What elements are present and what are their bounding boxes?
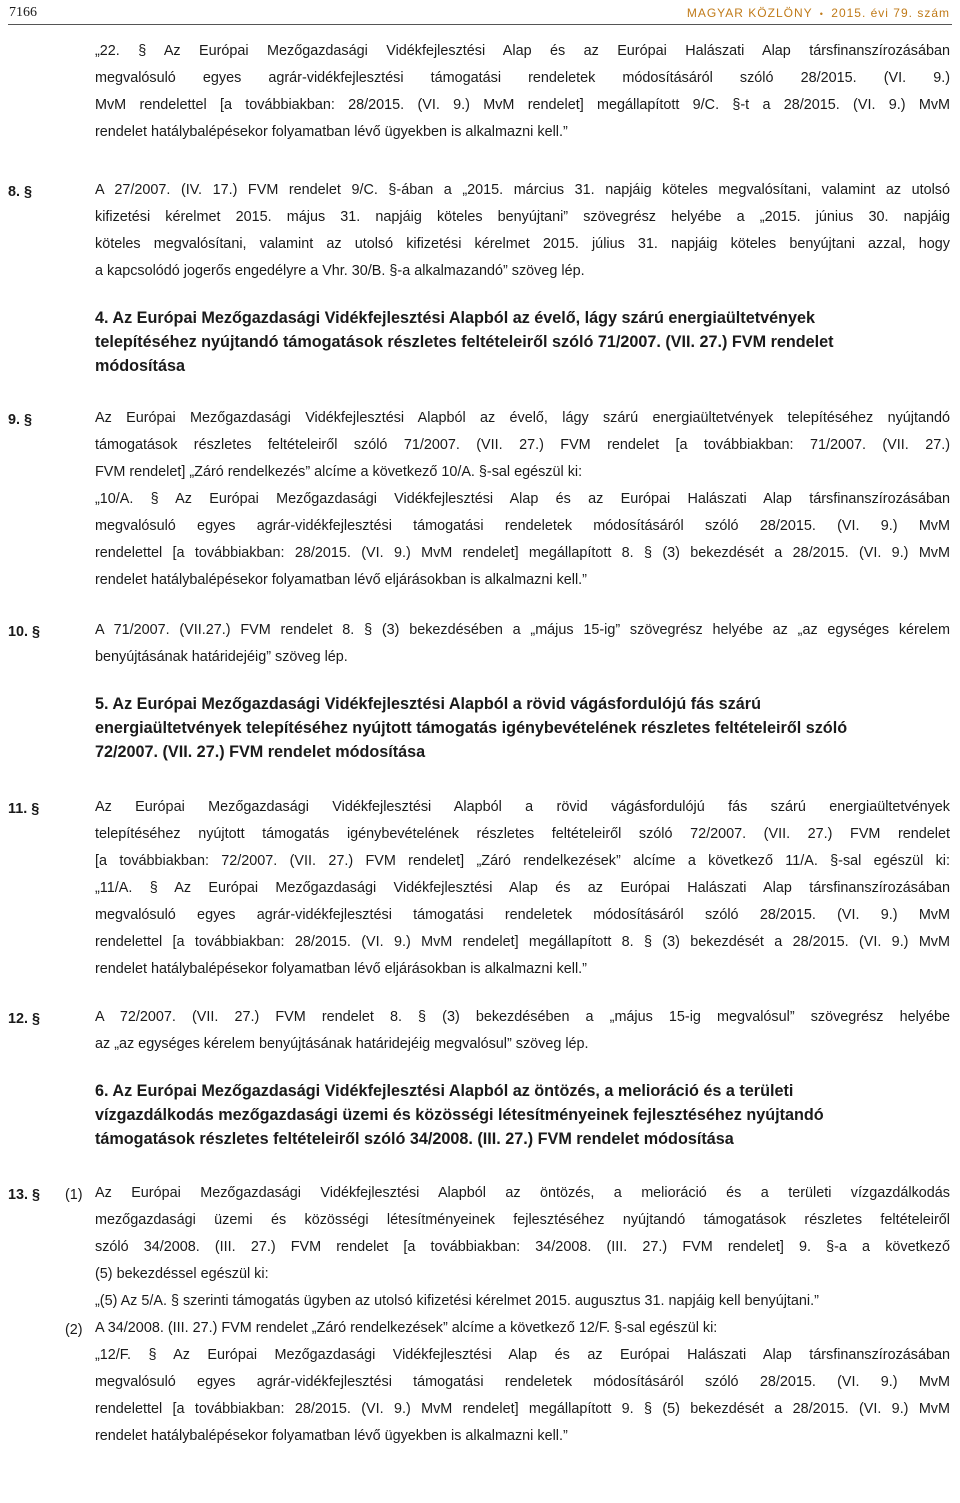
section-8-text bbox=[95, 177, 950, 285]
text-line: támogatások részletes feltételeiről szóló 71/2007. (VII. 27.) FVM rendelet [a továbbiakban: 71/2007. (VII. 27.) bbox=[95, 437, 950, 453]
text-line: rendelettel [a továbbiakban: 28/2015. (VI. 9.) MvM rendelet] megállapított 9. § (5) bekezdését a 28/2015. (VI. 9.) MvM bbox=[95, 1401, 950, 1417]
text-line: A 27/2007. (IV. 17.) FVM rendelet 9/C. §-ában a „2015. március 31. napjáig köteles megvalósítani, valamint az utolsó bbox=[95, 182, 950, 198]
text-line: megvalósuló egyes agrár-vidékfejlesztési támogatási rendeletek módosításáról szóló 28/2015. (VI. 9.) MvM bbox=[95, 907, 950, 923]
journal-title bbox=[687, 6, 950, 20]
section-number: 10. § bbox=[8, 624, 41, 640]
section-number: 8. § bbox=[8, 184, 33, 200]
text-line: Az Európai Mezőgazdasági Vidékfejlesztési Alapból a rövid vágásfordulójú fás szárú energiaültetvények bbox=[95, 799, 950, 815]
text-line: [a továbbiakban: 72/2007. (VII. 27.) FVM rendelet] „Záró rendelkezések” alcíme a következő 11/A. §-sal egészül ki: bbox=[95, 853, 950, 869]
section-number: 13. § bbox=[8, 1187, 41, 1203]
heading-line: támogatások részletes feltételeiről szóló 34/2008. (III. 27.) FVM rendelet módosítása bbox=[95, 1130, 734, 1148]
section-13-paragraph-1 bbox=[95, 1180, 950, 1315]
text-line: telepítéséhez nyújtott támogatás igénybevételének részletes feltételeiről szóló 72/2007. (VII. 27.) FVM rendelet bbox=[95, 826, 950, 842]
chapter-heading-4 bbox=[95, 306, 834, 378]
heading-line: módosítása bbox=[95, 357, 185, 375]
text-line: megvalósuló egyes agrár-vidékfejlesztési támogatási rendeletek módosításáról szóló 28/2015. (VI. 9.) bbox=[95, 70, 950, 86]
section-13-paragraph-2 bbox=[95, 1315, 950, 1450]
section-number: 12. § bbox=[8, 1011, 41, 1027]
text-line: kifizetési kérelmet 2015. május 31. napjáig köteles benyújtani” szövegrész helyébe a „2015. június 30. napjáig bbox=[95, 209, 950, 225]
text-line: rendelettel [a továbbiakban: 28/2015. (VI. 9.) MvM rendelet] megállapított 8. § (3) bekezdését a 28/2015. (VI. 9.) MvM bbox=[95, 934, 950, 950]
text-line: A 72/2007. (VII. 27.) FVM rendelet 8. § (3) bekezdésében a „május 15-ig megvalósul” szövegrész helyébe bbox=[95, 1009, 950, 1025]
text-line: rendelettel [a továbbiakban: 28/2015. (VI. 9.) MvM rendelet] megállapított 8. § (3) bekezdését a 28/2015. (VI. 9.) MvM bbox=[95, 545, 950, 561]
text-line: köteles megvalósítani, valamint az utolsó kifizetési kérelmet 2015. július 31. napjáig köteles benyújtani azzal, hogy bbox=[95, 236, 950, 252]
text-line: „11/A. § Az Európai Mezőgazdasági Vidékfejlesztési Alap és az Európai Halászati Alap társfinanszírozásában bbox=[95, 880, 950, 896]
chapter-heading-6 bbox=[95, 1079, 824, 1151]
text-line: rendelet hatálybalépésekor folyamatban lévő eljárásokban is alkalmazni kell.” bbox=[95, 961, 587, 977]
text-line: „22. § Az Európai Mezőgazdasági Vidékfejlesztési Alap és az Európai Halászati Alap társfinanszírozásában bbox=[95, 43, 950, 59]
section-number: 9. § bbox=[8, 412, 33, 428]
heading-line: telepítéséhez nyújtandó támogatások részletes feltételeiről szóló 71/2007. (VII. 27.) FVM rendelet bbox=[95, 333, 834, 351]
section-11-text bbox=[95, 794, 950, 983]
text-line: megvalósuló egyes agrár-vidékfejlesztési támogatási rendeletek módosításáról szóló 28/2015. (VI. 9.) MvM bbox=[95, 1374, 950, 1390]
text-line: „10/A. § Az Európai Mezőgazdasági Vidékfejlesztési Alap és az Európai Halászati Alap társfinanszírozásában bbox=[95, 491, 950, 507]
text-line: a kapcsolódó jogerős engedélyre a Vhr. 30/B. §-a alkalmazandó” szöveg lép. bbox=[95, 263, 585, 279]
text-line: (5) bekezdéssel egészül ki: bbox=[95, 1266, 269, 1282]
text-line: szóló 34/2008. (III. 27.) FVM rendelet [a továbbiakban: 34/2008. (III. 27.) FVM rendelet] 9. §-a a következő bbox=[95, 1239, 950, 1255]
subsection-label: (1) bbox=[65, 1187, 83, 1203]
text-line: MvM rendelettel [a továbbiakban: 28/2015. (VI. 9.) MvM rendelet] megállapított 9/C. §-t a 28/2015. (VI. 9.) MvM bbox=[95, 97, 950, 113]
text-line: A 71/2007. (VII.27.) FVM rendelet 8. § (3) bekezdésében a „május 15-ig” szövegrész helyébe az „az egységes kérelem bbox=[95, 622, 950, 638]
text-line: A 34/2008. (III. 27.) FVM rendelet „Záró rendelkezések” alcíme a következő 12/F. §-sal egészül ki: bbox=[95, 1320, 718, 1336]
text-line: megvalósuló egyes agrár-vidékfejlesztési támogatási rendeletek módosításáról szóló 28/2015. (VI. 9.) MvM bbox=[95, 518, 950, 534]
text-line: „12/F. § Az Európai Mezőgazdasági Vidékfejlesztési Alap és az Európai Halászati Alap társfinanszírozásában bbox=[95, 1347, 950, 1363]
text-line: FVM rendelet] „Záró rendelkezés” alcíme a következő 10/A. §-sal egészül ki: bbox=[95, 464, 583, 480]
header-separator: • bbox=[819, 9, 824, 19]
chapter-heading-5 bbox=[95, 692, 847, 764]
issue-label: 2015. évi 79. szám bbox=[831, 6, 950, 20]
journal-name: MAGYAR KÖZLÖNY bbox=[686, 6, 813, 20]
text-line: Az Európai Mezőgazdasági Vidékfejlesztési Alapból az évelő, lágy szárú energiaültetvények telepítéséhez nyújtandó bbox=[95, 410, 950, 426]
text-line: Az Európai Mezőgazdasági Vidékfejlesztési Alapból az öntözés, a melioráció és a területi vízgazdálkodás bbox=[95, 1185, 950, 1201]
section-9-text bbox=[95, 405, 950, 594]
page-number: 7166 bbox=[9, 5, 37, 20]
text-line: „(5) Az 5/A. § szerinti támogatás ügyben az utolsó kifizetési kérelmet 2015. augusztus 31. napjáig kell benyújtani.” bbox=[95, 1293, 819, 1309]
text-line: mezőgazdasági üzemi és közösségi létesítményeinek fejlesztéséhez nyújtandó támogatások részletes feltételeiről bbox=[95, 1212, 950, 1228]
section-12-text bbox=[95, 1004, 950, 1058]
subsection-label: (2) bbox=[65, 1322, 83, 1338]
heading-line: 5. Az Európai Mezőgazdasági Vidékfejlesztési Alapból a rövid vágásfordulójú fás szárú bbox=[95, 695, 761, 713]
section-10-text bbox=[95, 617, 950, 671]
section-number: 11. § bbox=[8, 801, 40, 817]
heading-line: 6. Az Európai Mezőgazdasági Vidékfejlesztési Alapból az öntözés, a melioráció és a területi bbox=[95, 1082, 794, 1100]
text-line: rendelet hatálybalépésekor folyamatban lévő eljárásokban is alkalmazni kell.” bbox=[95, 572, 587, 588]
text-line: rendelet hatálybalépésekor folyamatban lévő ügyekben is alkalmazni kell.” bbox=[95, 124, 568, 140]
heading-line: energiaültetvények telepítéséhez nyújtott támogatás igénybevételének részletes feltételeiről szóló bbox=[95, 719, 848, 737]
intro-paragraph bbox=[95, 38, 950, 146]
heading-line: 72/2007. (VII. 27.) FVM rendelet módosítása bbox=[95, 743, 426, 761]
heading-line: 4. Az Európai Mezőgazdasági Vidékfejlesztési Alapból az évelő, lágy szárú energiaültetvények bbox=[95, 309, 815, 327]
text-line: rendelet hatálybalépésekor folyamatban lévő ügyekben is alkalmazni kell.” bbox=[95, 1428, 568, 1444]
page-header bbox=[0, 0, 960, 28]
text-line: benyújtásának határidejéig” szöveg lép. bbox=[95, 649, 348, 665]
heading-line: vízgazdálkodás mezőgazdasági üzemi és közösségi létesítményeinek fejlesztéséhez nyújtandó bbox=[95, 1106, 824, 1124]
text-line: az „az egységes kérelem benyújtásának határidejéig megvalósul” szöveg lép. bbox=[95, 1036, 589, 1052]
header-rule bbox=[8, 24, 952, 25]
